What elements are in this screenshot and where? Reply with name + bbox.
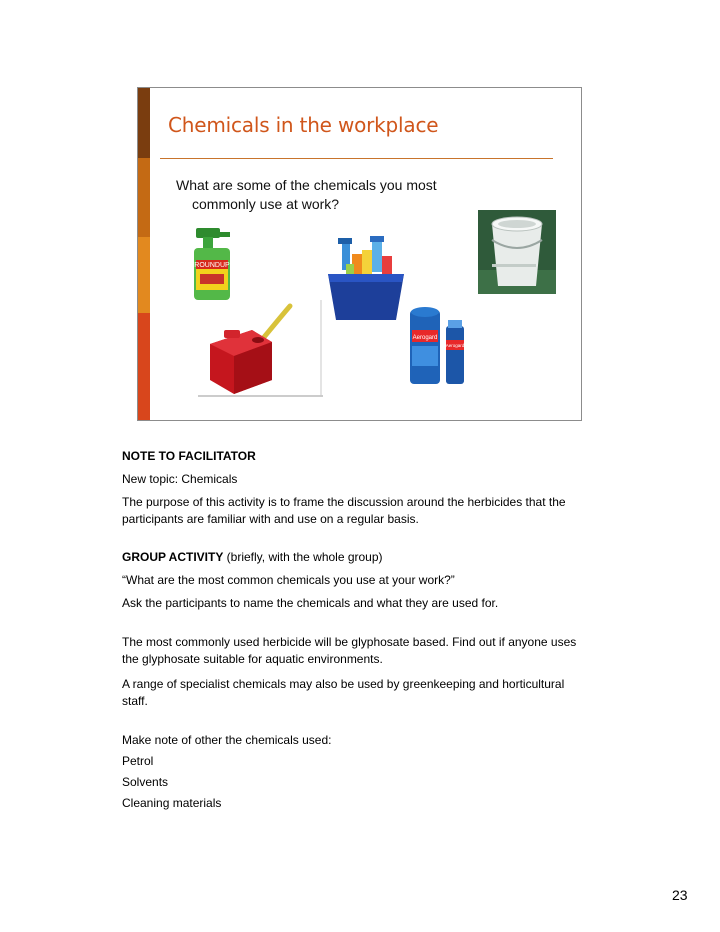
aerogard-small-label: Aerogard <box>445 343 465 348</box>
specialist-text: A range of specialist chemicals may also be used by greenkeeping and horticultural staff. <box>122 677 565 708</box>
accent-segment <box>138 88 150 158</box>
accent-segment <box>138 158 150 237</box>
group-activity-note: (briefly, with the whole group) <box>223 550 383 564</box>
accent-segment <box>138 313 150 421</box>
slide <box>137 87 582 421</box>
list-item: Petrol <box>122 754 154 768</box>
slide-title: Chemicals in the workplace <box>168 113 439 137</box>
aerogard-label: Aerogard <box>412 335 438 341</box>
spray-bottle-image <box>190 226 238 302</box>
question-line: commonly use at work? <box>192 196 340 212</box>
ask-text: Ask the participants to name the chemicals and what they are used for. <box>122 596 499 610</box>
fuel-can-image <box>198 300 323 398</box>
glyphosate-text: The most commonly used herbicide will be glyphosate based. Find out if anyone uses the glyphosate suitable for aquatic environments. <box>122 635 577 666</box>
accent-segment <box>138 237 150 313</box>
list-item: Solvents <box>122 775 169 789</box>
activity-question: “What are the most common chemicals you use at your work?” <box>122 573 455 587</box>
white-bucket-image <box>478 210 556 294</box>
list-item: Cleaning materials <box>122 796 222 810</box>
slide-divider <box>160 158 553 159</box>
aerogard-image <box>408 304 470 388</box>
spray-label: ROUNDUP <box>194 262 230 269</box>
purpose-text: The purpose of this activity is to frame the discussion around the herbicides that the participants are familiar with and use on a regular basis. <box>122 495 566 526</box>
make-note-text: Make note of other the chemicals used: <box>122 733 332 747</box>
group-activity-heading: GROUP ACTIVITY <box>122 550 224 564</box>
slide-question <box>176 176 476 214</box>
group-activity <box>122 549 592 566</box>
question-line: What are some of the chemicals you most <box>176 177 437 193</box>
facilitator-notes <box>122 448 592 812</box>
new-topic: New topic: Chemicals <box>122 472 238 486</box>
slide-accent-bar <box>138 88 150 420</box>
page-number: 23 <box>672 887 688 903</box>
cleaning-bucket-image <box>324 234 408 326</box>
facilitator-heading: NOTE TO FACILITATOR <box>122 449 256 463</box>
